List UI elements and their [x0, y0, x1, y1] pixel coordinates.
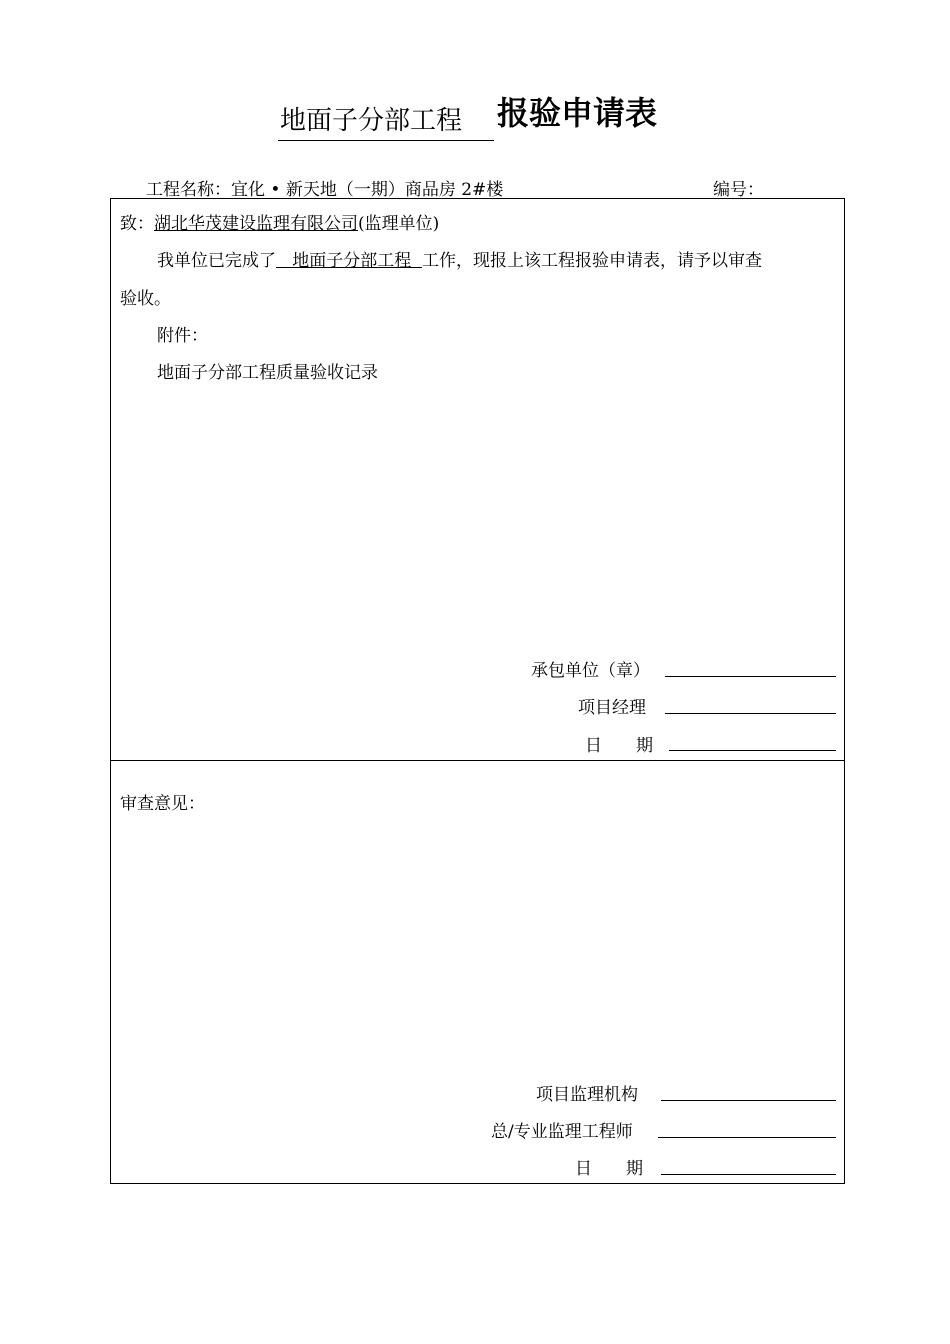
- to-label: 致：: [120, 214, 154, 234]
- supervision-org-label: 项目监理机构: [536, 1085, 638, 1105]
- body-continuation: 验收。: [120, 289, 171, 309]
- body-prefix: 我单位已完成了: [157, 251, 276, 271]
- review-date-label: 日 期: [575, 1159, 643, 1179]
- title-underline: [278, 140, 494, 141]
- attachment-label: 附件：: [157, 326, 208, 346]
- page-title: 报验申请表: [497, 94, 658, 132]
- contractor-signature-line: [665, 676, 836, 677]
- contractor-signature-label: 承包单位（章）: [531, 661, 650, 681]
- attachment-item: 地面子分部工程质量验收记录: [157, 363, 378, 383]
- section-divider: [111, 760, 844, 761]
- supervision-org-line: [661, 1100, 836, 1101]
- body-work: 地面子分部工程: [276, 251, 423, 271]
- project-name-row: [146, 175, 503, 200]
- body-text: [157, 246, 762, 271]
- review-date-line: [661, 1174, 836, 1175]
- supervision-unit: 湖北华茂建设监理有限公司: [154, 214, 358, 234]
- manager-signature-line: [665, 713, 836, 714]
- to-suffix: (监理单位): [358, 214, 440, 234]
- project-name: 宜化 • 新天地（一期）商品房 2#楼: [231, 180, 504, 200]
- review-opinion-label: 审查意见：: [120, 794, 205, 814]
- application-date-line: [669, 750, 836, 751]
- engineer-signature-line: [658, 1137, 836, 1138]
- application-date-label: 日 期: [585, 736, 653, 756]
- title-subproject: 地面子分部工程: [280, 106, 463, 136]
- serial-label: 编号：: [713, 180, 764, 200]
- addressee-row: [120, 209, 439, 234]
- manager-signature-label: 项目经理: [578, 698, 646, 718]
- project-label: 工程名称：: [146, 180, 231, 200]
- engineer-signature-label: 总/专业监理工程师: [491, 1122, 633, 1142]
- form-table: [110, 198, 845, 1184]
- body-suffix: 工作，现报上该工程报验申请表，请予以审查: [422, 251, 763, 271]
